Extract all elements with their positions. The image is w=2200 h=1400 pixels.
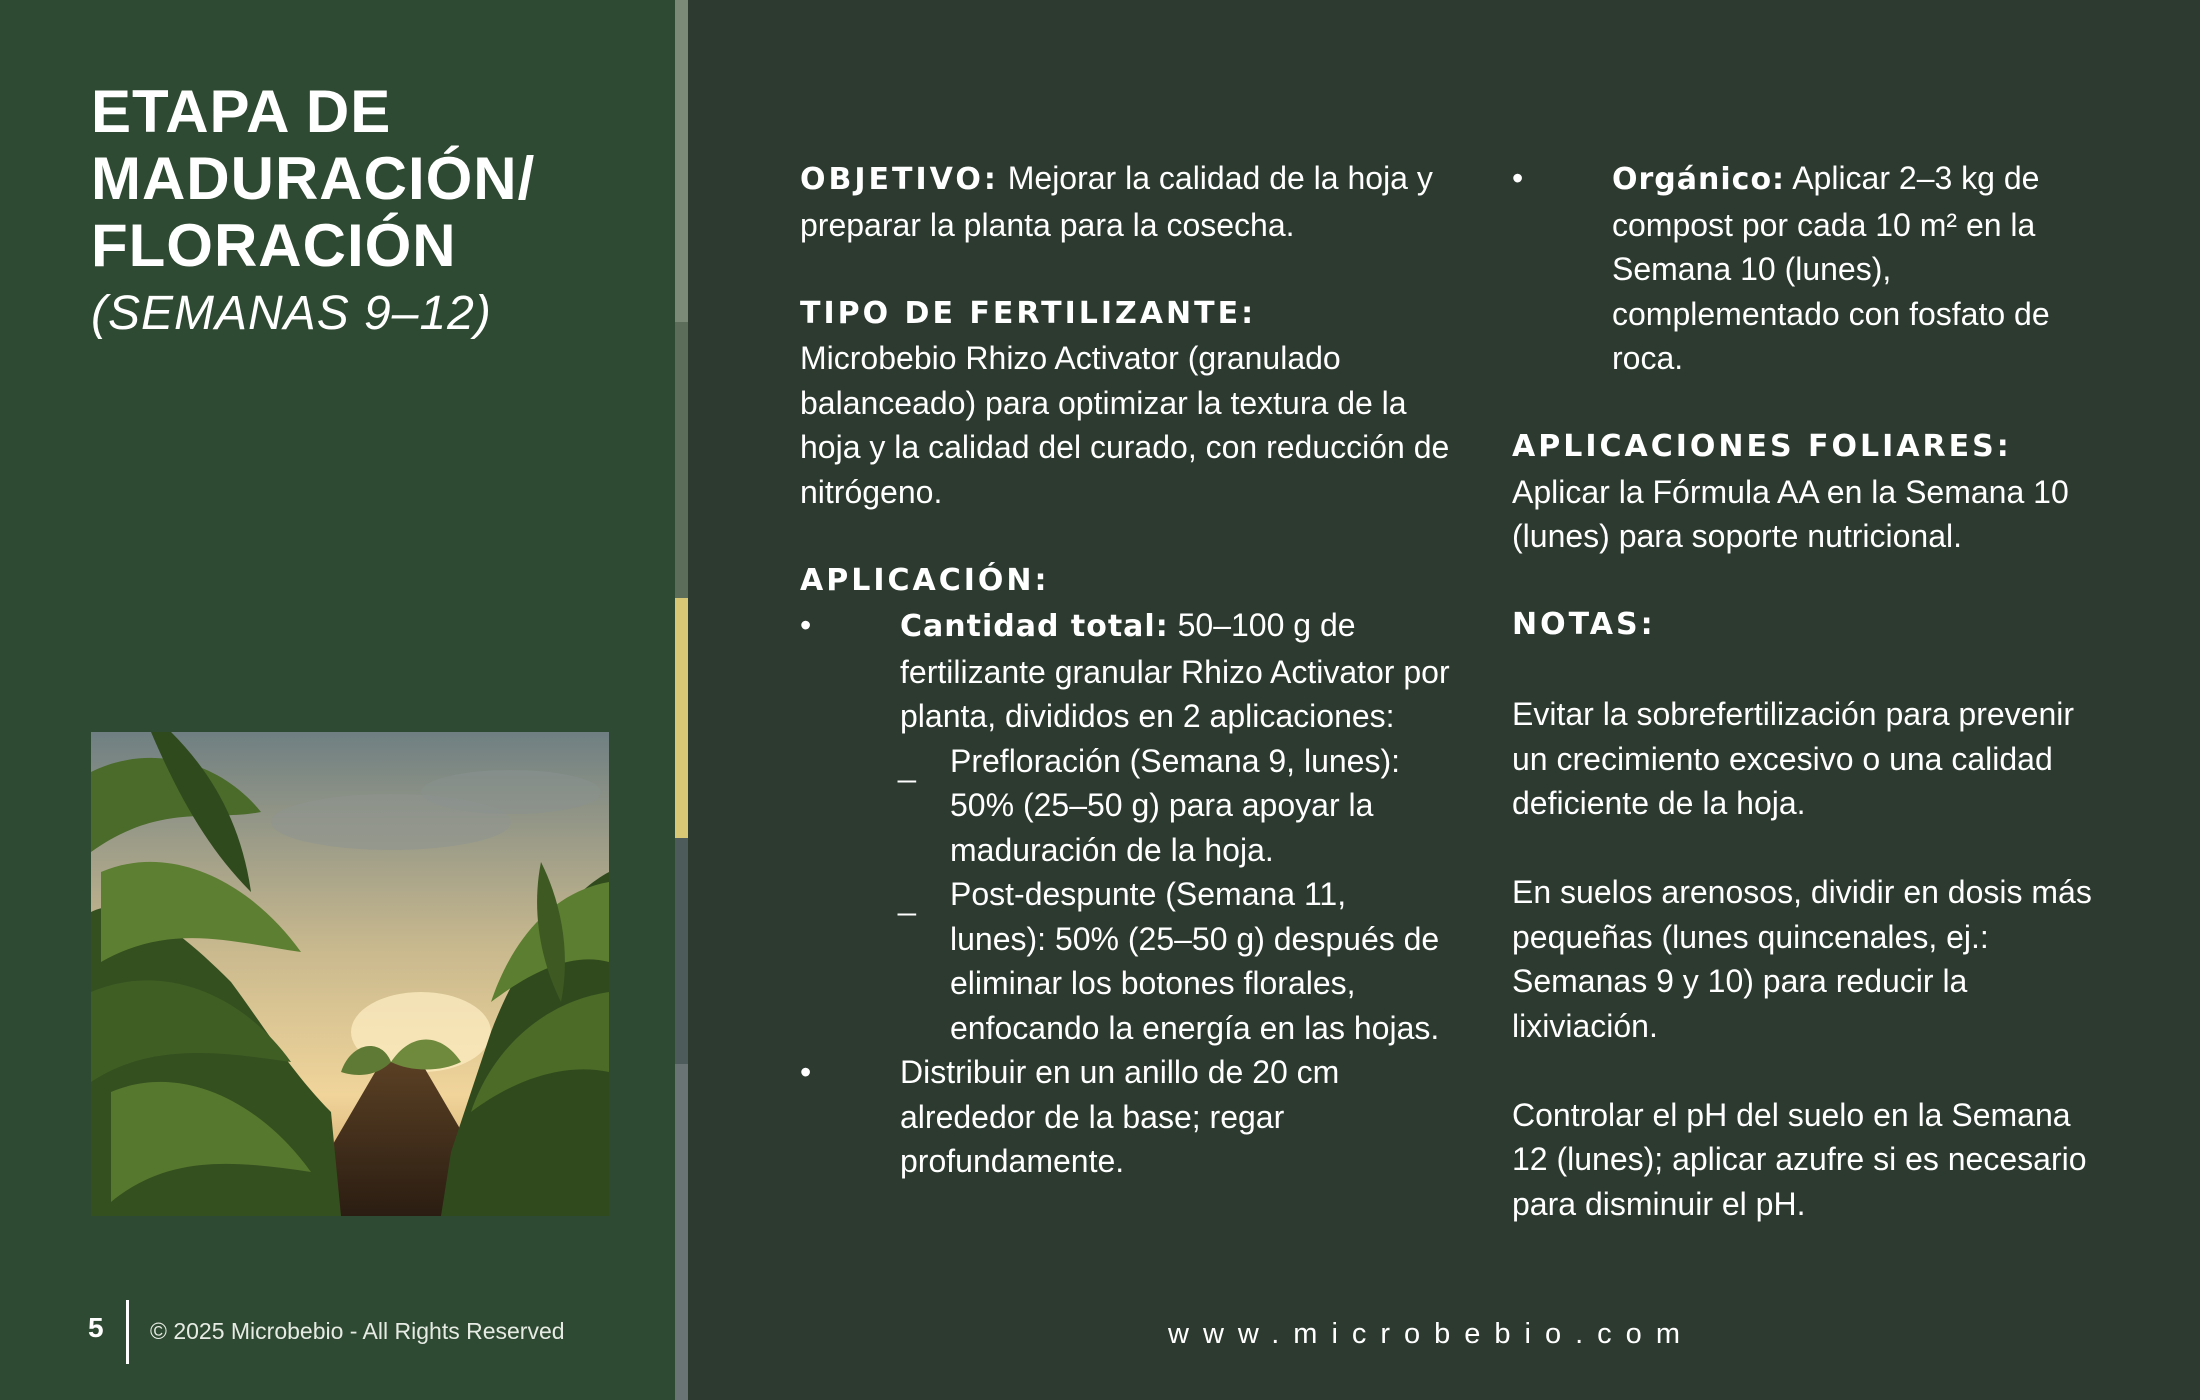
dash-icon: _ (898, 746, 916, 783)
foliar-text: Aplicar la Fórmula AA en la Semana 10 (lunes) para soporte nutricional. (1512, 473, 2069, 554)
bullet-icon: • (1512, 160, 1524, 196)
content-column-left (800, 156, 1450, 1184)
list-item (800, 872, 1450, 1050)
tobacco-field-photo (91, 732, 609, 1216)
organic-text: Aplicar 2–3 kg de compost por cada 10 m² en la Semana 10 (lunes), complementado con fosfato de roca. (1612, 160, 2050, 376)
copyright-text: © 2025 Microbebio - All Rights Reserved (150, 1318, 565, 1344)
note-text: Controlar el pH del suelo en la Semana 12 (lunes); aplicar azufre si es necesario para disminuir el pH. (1512, 1096, 2087, 1222)
list-item (1512, 156, 2102, 381)
content-column-right (1512, 156, 2102, 1226)
organic-label: Orgánico: (1612, 162, 1786, 197)
total-label: Cantidad total: (900, 609, 1169, 644)
sub-item-text: Post-despunte (Semana 11, lunes): 50% (25–50 g) después de eliminar los botones florales, enfocando la energía en las hojas. (950, 876, 1440, 1046)
dash-icon: _ (898, 880, 916, 916)
page-number: 5 (88, 1312, 104, 1343)
page-title: ETAPA DE MADURACIÓN/ FLORACIÓN (91, 78, 536, 279)
notes-label: NOTAS: (1512, 607, 1656, 642)
sub-item-text: Prefloración (Semana 9, lunes): 50% (25–50 g) para apoyar la maduración de la hoja. (950, 742, 1400, 868)
distribute-text: Distribuir en un anillo de 20 cm alrededor de la base; regar profundamente. (900, 1054, 1340, 1179)
list-item (800, 1050, 1450, 1184)
bullet-icon: • (800, 607, 812, 643)
note-text: En suelos arenosos, dividir en dosis más pequeñas (lunes quincenales, ej.: Semanas 9 y 10) para reducir la lixiviación. (1512, 874, 2092, 1044)
divider-segment-highlight (675, 598, 688, 838)
list-item (800, 603, 1450, 739)
total-text: 50–100 g de fertilizante granular Rhizo Activator por planta, divididos en 2 aplicaciones: (900, 607, 1450, 734)
page-subtitle: (SEMANAS 9–12) (91, 287, 492, 340)
divider-segment (675, 322, 688, 598)
application-label: APLICACIÓN: (800, 562, 1050, 598)
foliar-label: APLICACIONES FOLIARES: (1512, 429, 2012, 464)
note-text: Evitar la sobrefertilización para prevenir un crecimiento excesivo o una calidad deficiente de la hoja. (1512, 696, 2075, 821)
objective-text: Mejorar la calidad de la hoja y preparar la planta para la cosecha. (800, 160, 1433, 243)
objective-label: OBJETIVO: (800, 162, 999, 197)
bullet-icon: • (800, 1054, 812, 1090)
divider-segment (675, 0, 688, 322)
fertilizer-text: Microbebio Rhizo Activator (granulado balanceado) para optimizar la textura de la hoja y la calidad del curado, con reducción de nitrógeno. (800, 340, 1450, 510)
website-link[interactable]: www.microbebio.com (1168, 1318, 1694, 1350)
divider-segment (675, 1064, 688, 1400)
fertilizer-label: TIPO DE FERTILIZANTE: (800, 295, 1257, 331)
footer-divider (126, 1300, 129, 1364)
divider-segment (675, 838, 688, 1064)
objective-paragraph (800, 156, 1450, 247)
list-item (800, 739, 1450, 873)
